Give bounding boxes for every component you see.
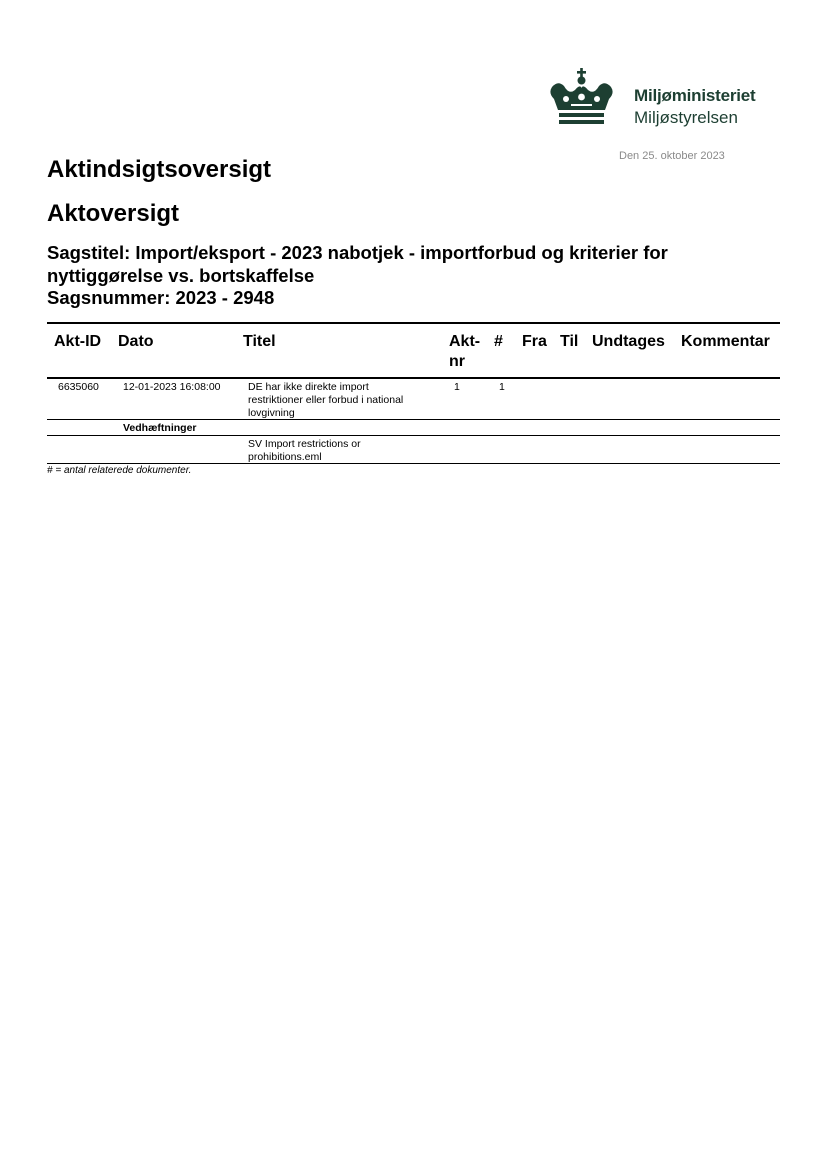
cell-akt-id: 6635060 bbox=[58, 381, 99, 393]
header-fra: Fra bbox=[522, 333, 547, 350]
attachments-divider bbox=[47, 435, 780, 436]
case-info bbox=[47, 242, 747, 310]
cell-dato: 12-01-2023 16:08:00 bbox=[123, 381, 221, 393]
cell-akt-nr: 1 bbox=[454, 381, 460, 393]
page-title: Aktindsigtsoversigt bbox=[47, 156, 272, 183]
table-top-rule bbox=[47, 322, 780, 324]
logo-ministry-name: Miljøministeriet bbox=[634, 86, 756, 105]
logo-agency-name: Miljøstyrelsen bbox=[634, 108, 738, 127]
attachments-label: Vedhæftninger bbox=[123, 422, 197, 434]
crown-icon bbox=[549, 66, 615, 128]
header-akt-nr-2: nr bbox=[449, 353, 465, 370]
header-dato: Dato bbox=[118, 333, 154, 350]
attachment-title-line-1: SV Import restrictions or bbox=[248, 438, 361, 450]
document-date: Den 25. oktober 2023 bbox=[619, 150, 725, 162]
attachment-title-line-2: prohibitions.eml bbox=[248, 451, 322, 463]
row-divider bbox=[47, 419, 780, 420]
header-kommentar: Kommentar bbox=[681, 333, 770, 350]
page-subtitle: Aktoversigt bbox=[47, 200, 180, 227]
cell-count: 1 bbox=[499, 381, 505, 393]
footnote: # = antal relaterede dokumenter. bbox=[47, 465, 192, 476]
case-title-line-2: nyttiggørelse vs. bortskaffelse bbox=[47, 264, 315, 286]
cell-titel-line-3: lovgivning bbox=[248, 407, 295, 419]
header-undtages: Undtages bbox=[592, 333, 665, 350]
header-akt-id: Akt-ID bbox=[54, 333, 102, 350]
cell-titel-line-2: restriktioner eller forbud i national bbox=[248, 394, 404, 406]
header-akt-nr-1: Akt- bbox=[449, 333, 481, 350]
header-bottom-rule bbox=[47, 377, 780, 379]
ministry-logo bbox=[549, 66, 784, 128]
cell-titel-line-1: DE har ikke direkte import bbox=[248, 381, 369, 393]
table-bottom-rule bbox=[47, 463, 780, 464]
case-number: Sagsnummer: 2023 - 2948 bbox=[47, 287, 275, 308]
case-title-line-1: Sagstitel: Import/eksport - 2023 nabotjek - importforbud og kriterier for bbox=[47, 242, 668, 263]
header-count: # bbox=[494, 333, 503, 350]
header-titel: Titel bbox=[243, 333, 276, 350]
header-til: Til bbox=[560, 333, 579, 350]
